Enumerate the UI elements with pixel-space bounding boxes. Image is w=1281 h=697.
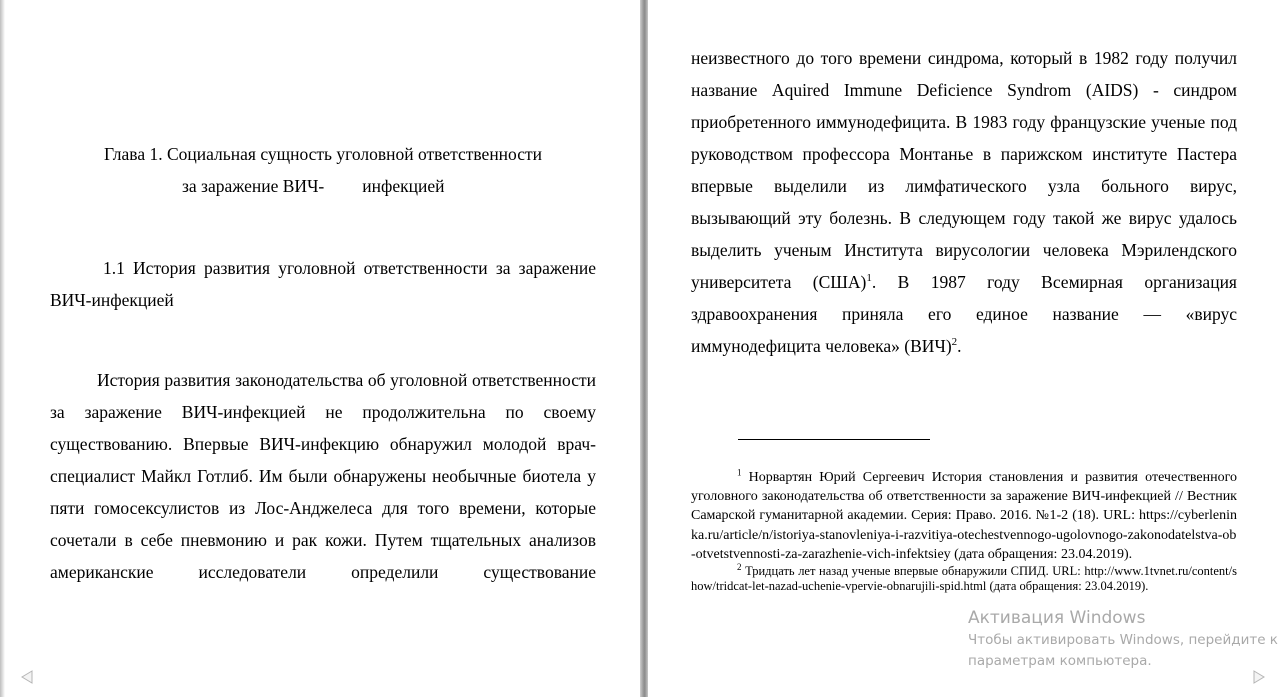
body-paragraph-right (691, 42, 1237, 362)
previous-page-button[interactable] (19, 668, 37, 686)
footnote-ref-1[interactable]: 1 (866, 272, 872, 285)
footnote-ref-2[interactable]: 2 (951, 336, 958, 349)
section-title: 1.1 История развития уголовной ответственности за заражение ВИЧ-инфекцией (50, 257, 596, 310)
footnote-text: Норвартян Юрий Сергеевич История становления и развития отечественного уголовного законодательства об ответственности за заражение ВИЧ-инфекцией // Вестник Самарской гуманитарной академии. Серия: Право. 2016. №1-2 (18). URL: (691, 470, 1237, 524)
paragraph-text-part1: неизвестного до того времени синдрома, который в 1982 году получил название Aquired Immune Deficience Syndrom (AIDS) - синдром приобретенного иммунодефицита. В 1983 году французские ученые под руководством профессора Монтанье в парижском институте Пастера впервые выделили из лимфатического узла больного вирус, вызывающий эту болезнь. В следующем году такой же вирус удалось выделить ученым Института вирусологии человека Мэрилендского университета (США) (691, 48, 1237, 292)
paragraph-text-part2: . В 1987 году Всемирная организация здравоохранения приняла его единое название — «вирус иммунодефицита человека» (ВИЧ) (691, 272, 1237, 356)
footnote-link[interactable]: http://www.1tvnet.ru/content/show/tridcat-let-nazad-uchenie-vpervie-obnarujili-spid.html (691, 564, 1237, 594)
footnote-number: 1 (737, 467, 742, 478)
footnote-separator (738, 439, 930, 440)
footnote-1 (691, 468, 1237, 564)
watermark-subtitle-line1: Чтобы активировать Windows, перейдите к (968, 632, 1278, 648)
footnote-tail: (дата обращения: 23.04.2019). (986, 579, 1149, 594)
body-paragraph-left: История развития законодательства об уголовной ответственности за заражение ВИЧ-инфекцией не продолжительна по своему существованию. Впервые ВИЧ-инфекцию обнаружил молодой врач-специалист Майкл Готлиб. Им были обнаружены необычные биотела у пяти гомосексулистов из Лос-Анджелеса для того времени, которые сочетали в себе пневмонию и рак кожи. Путем тщательных анализов американские исследователи определили существование (50, 370, 596, 582)
left-page (0, 0, 640, 697)
footnotes (691, 468, 1237, 595)
chapter-title-line2-part1: за заражение ВИЧ- (182, 176, 325, 196)
footnote-text: Тридцать лет назад ученые впервые обнаружили СПИД. URL: (741, 564, 1085, 579)
chapter-title-line1: Глава 1. Социальная сущность уголовной ответственности (104, 144, 543, 164)
footnote-tail: (дата обращения: 23.04.2019). (950, 546, 1133, 562)
footnote-2 (691, 561, 1237, 595)
watermark-subtitle-line2: параметрам компьютера. (968, 653, 1152, 669)
windows-activation-watermark (968, 606, 1278, 672)
chapter-title-line2-part2: инфекцией (362, 176, 445, 196)
paragraph-text-part3: . (957, 336, 962, 356)
footnote-number: 2 (737, 561, 742, 572)
page-edge-shadow (0, 0, 5, 697)
arrow-right-icon (1249, 668, 1267, 686)
page-gutter (640, 0, 648, 697)
next-page-button[interactable] (1249, 668, 1267, 686)
chapter-title-line2 (50, 170, 640, 202)
chapter-title (50, 138, 640, 202)
arrow-left-icon (19, 668, 37, 686)
watermark-title: Активация Windows (968, 608, 1146, 628)
right-page (648, 0, 1281, 697)
footnote-link[interactable]: https://cyberleninka.ru/article/n/istoriya-stanovleniya-i-razvitiya-otechestvennogo-ugolovnogo-zakonodatelstva-ob-otvetstvennosti-za-zarazhenie-vich-infektsiey (691, 508, 1237, 562)
